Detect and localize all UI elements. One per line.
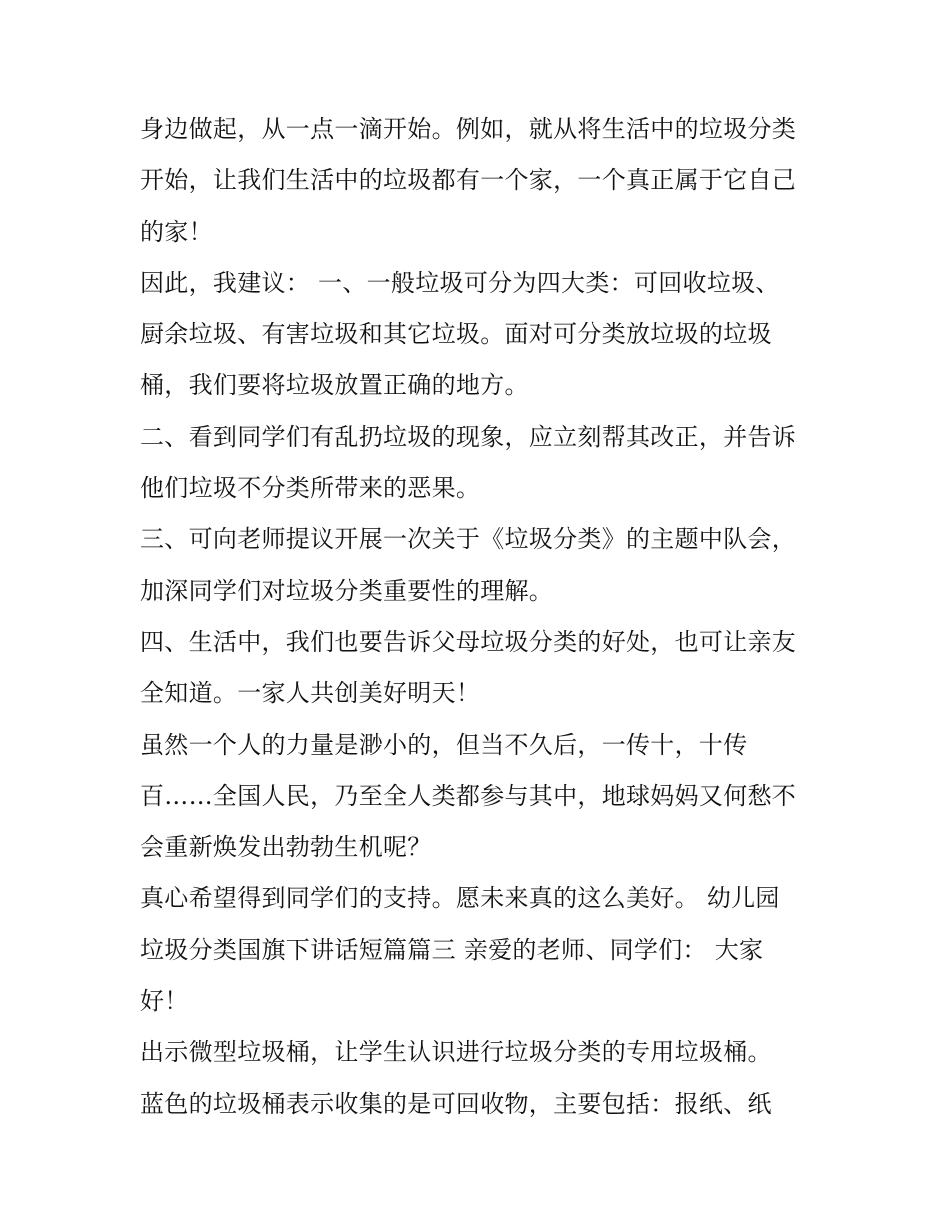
body-text [140, 104, 820, 1130]
text-line: 的家！ [140, 217, 213, 246]
text-line: 垃圾分类国旗下讲话短篇篇三 亲爱的老师、同学们： 大家 [140, 935, 764, 964]
text-line: 他们垃圾不分类所带来的恶果。 [140, 474, 481, 503]
text-line: 全知道。一家人共创美好明天！ [140, 679, 481, 708]
text-line: 出示微型垃圾桶，让学生认识进行垃圾分类的专用垃圾桶。 [140, 1038, 772, 1067]
text-line: 加深同学们对垃圾分类重要性的理解。 [140, 576, 554, 605]
text-line: 百……全国人民，乃至全人类都参与其中，地球妈妈又何愁不 [140, 781, 797, 810]
text-line: 好！ [140, 987, 189, 1016]
text-line: 虽然一个人的力量是渺小的，但当不久后，一传十，十传 [140, 730, 748, 759]
text-line: 四、生活中，我们也要告诉父母垃圾分类的好处，也可让亲友 [140, 627, 797, 656]
text-line: 身边做起，从一点一滴开始。例如，就从将生活中的垃圾分类 [140, 115, 797, 143]
text-line: 蓝色的垃圾桶表示收集的是可回收物，主要包括：报纸、纸 [140, 1089, 772, 1118]
text-line: 二、看到同学们有乱扔垃圾的现象，应立刻帮其改正，并告诉 [140, 422, 797, 451]
text-line: 桶，我们要将垃圾放置正确的地方。 [140, 371, 529, 400]
text-line: 真心希望得到同学们的支持。愿未来真的这么美好。 幼儿园 [140, 884, 780, 913]
text-line: 三、可向老师提议开展一次关于《垃圾分类》的主题中队会， [140, 525, 797, 554]
text-line: 厨余垃圾、有害垃圾和其它垃圾。面对可分类放垃圾的垃圾 [140, 320, 772, 349]
text-line: 因此，我建议： 一、一般垃圾可分为四大类：可回收垃圾、 [140, 268, 780, 297]
text-line: 会重新焕发出勃勃生机呢？ [140, 833, 432, 862]
text-line: 开始，让我们生活中的垃圾都有一个家，一个真正属于它自己 [140, 166, 797, 195]
